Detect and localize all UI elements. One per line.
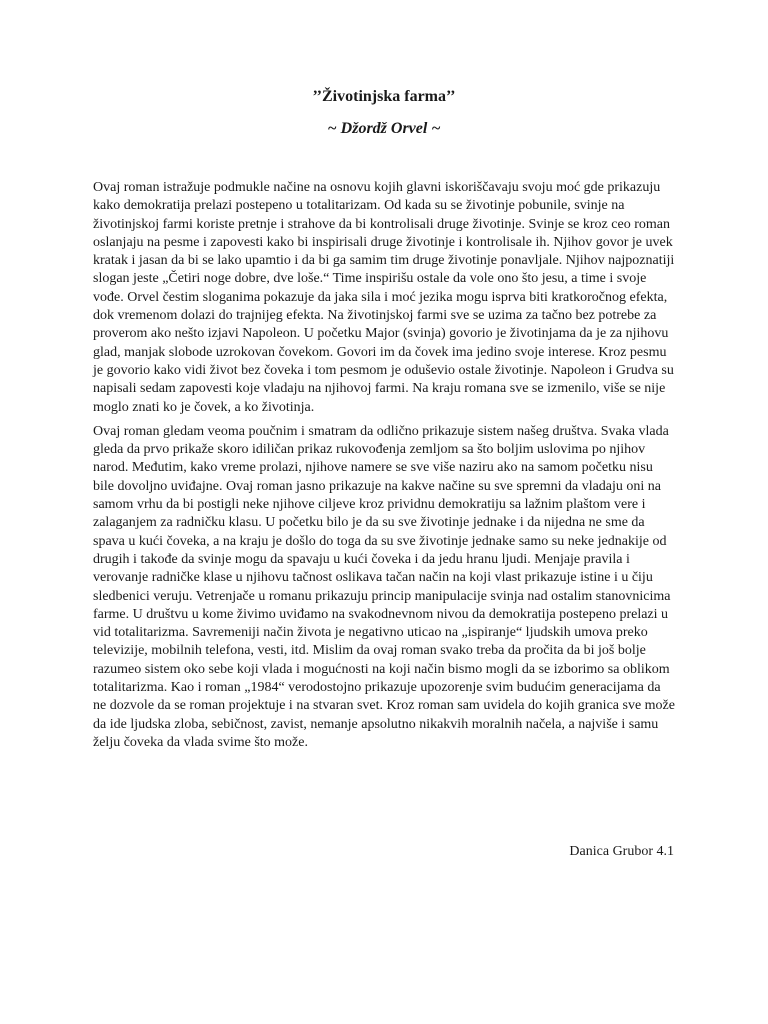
document-body: [93, 179, 675, 758]
document-subtitle: ~ Džordž Orvel ~: [327, 120, 441, 137]
paragraph-1: Ovaj roman istražuje podmukle načine na osnovu kojih glavni iskoriščavaju svoju moć gde prikazuju kako demokratija prelazi postepeno u totalitarizam. Od kada su se životinje pobunile, svinje na životinjskoj farmi koriste pretnje i strahove da bi kontrolisali druge životinje. Svinje se kroz ceo roman oslanjaju na pesme i zapovesti kako bi inspirisali druge životinje i kontrolisale ih. Njihov govor je uvek kratak i jasan da bi se lako upamtio i da bi ga samim tim druge životinje ponavljale. Njihov najpoznatiji slogan jeste „Četiri noge dobre, dve loše.“ Time inspirišu ostale da vole ono što jesu, a time i svoje vođe. Orvel čestim sloganima pokazuje da jaka sila i moć jezika mogu isprva biti kratkoročnog efekta, dok vremenom dolazi do trajnijeg efekta. Na životinjskoj farmi sve se uzima za tačno bez potrebe za proverom ako nešto izjavi Napoleon. U početku Major (svinja) govorio je životinjama da je za njihovu glad, manjak slobode uzrokovan čovekom. Govori im da čovek ima jedino svoje interese. Kroz pesmu je govorio kako vidi život bez čoveka i tom pesmom je oduševio ostale životinje. Napoleon i Grudva su napisali sedam zapovesti koje vladaju na njihovoj farmi. Na kraju romana sve se izmenilo, više se nije moglo znati ko je čovek, a ko životinja.: [93, 180, 675, 415]
author-signature: Danica Grubor 4.1: [569, 844, 674, 859]
paragraph-2: Ovaj roman gledam veoma poučnim i smatram da odlično prikazuje sistem našeg društva. Svaka vlada gleda da prvo prikaže skoro idiličan prikaz rukovođenja zemljom sa što boljim uslovima po njihov narod. Međutim, kako vreme prolazi, njihove namere se sve više naziru ako na samom početku nisu bile dovoljno uviđajne. Ovaj roman jasno prikazuje na kakve načine su sve spremni da vladaju oni na samom vrhu da bi postigli neke njihove ciljeve kroz prividnu demokratiju sa lažnim plaštom vere i zalaganjem za radničku klasu. U početku bilo je da su sve životinje jednake i da nijedna ne sme da spava u kući čoveka, a na kraju je došlo do toga da su sve životinje jednake samo su neke jednakije od drugih i takođe da svinje mogu da spavaju u kući čoveka i da jedu hranu ljudi. Menjaje pravila i verovanje radničke klase u njihovu tačnost oslikava tačan način na koji vlast prikazuje istine i u čiju sledbenici veruju. Vetrenjače u romanu prikazuju princip manipulacije svinja nad ostalim stanovnicima farme. U društvu u kome živimo uviđamo na svakodnevnom nivou da demokratija postepeno prelazi u vid totalitarizma. Savremeniji način života je negativno uticao na „ispiranje“ ljudskih umova preko televizije, mobilnih telefona, vesti, itd. Mislim da ovaj roman svako treba da pročita da bi još bolje razumeo sistem oko sebe koji vlada i mogućnosti na koji način bismo mogli da se izborimo sa oblikom totalitarizma. Kao i roman „1984“ verodostojno prikazuje upozorenje svim budućim generacijama da ne dozvole da se roman projektuje i na stvaran svet. Kroz roman sam uvidela do kojih granica sve može da ide ljudska zloba, sebičnost, zavist, nemanje apsolutno nikakvih moralnih načela, a najviše i samu želju čoveka da vlada svime što može.: [93, 423, 675, 750]
document-title: ’’Životinjska farma’’: [312, 88, 456, 105]
